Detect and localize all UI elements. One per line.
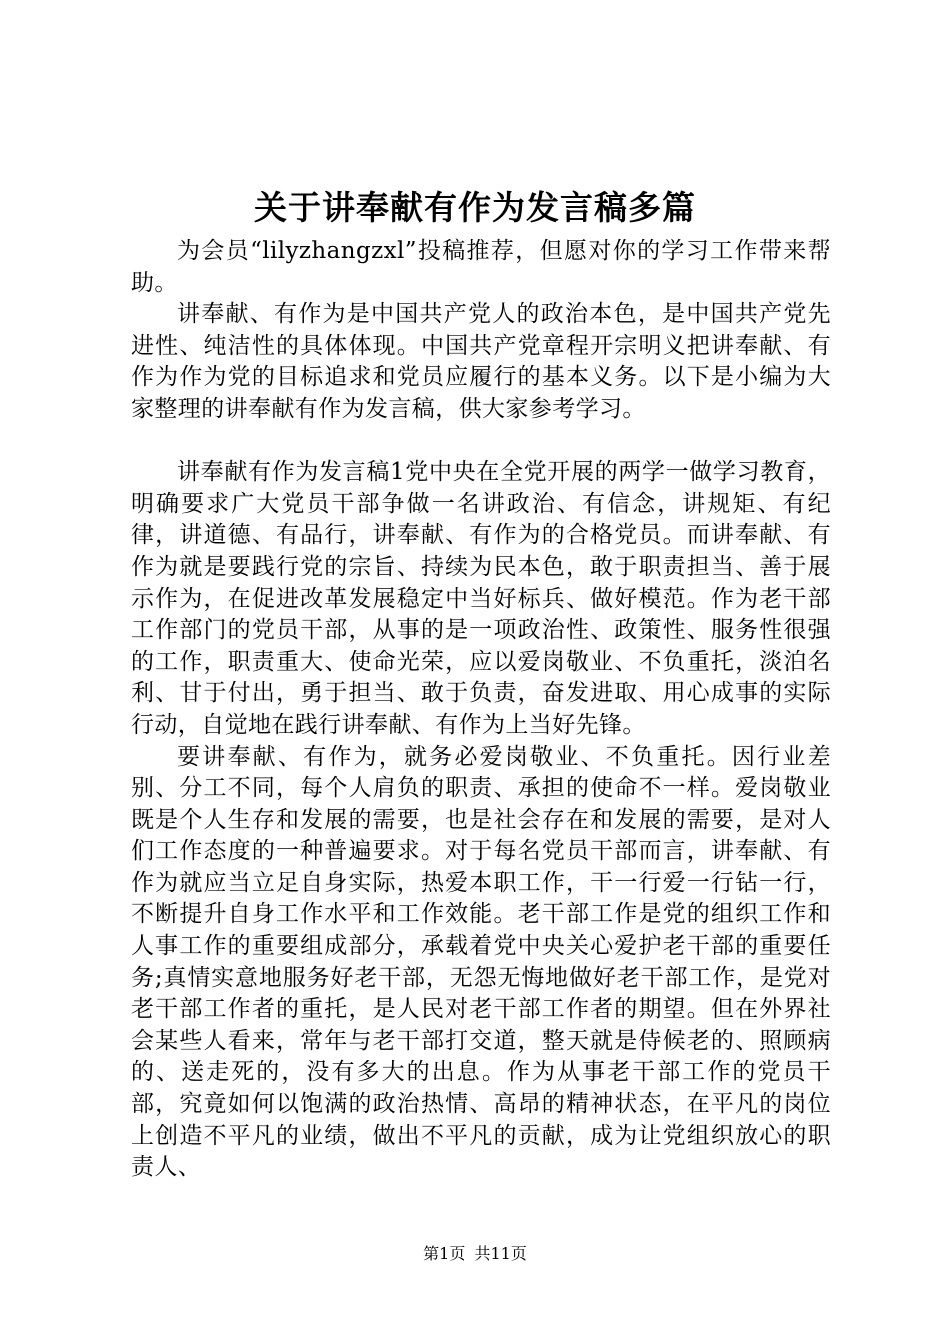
document-body	[131, 236, 831, 1184]
page-number: 第1页	[423, 1244, 466, 1263]
page-footer	[0, 1244, 950, 1264]
paragraph-summary: 讲奉献、有作为是中国共产党人的政治本色，是中国共产党先进性、纯洁性的具体体现。中国共产党章程开宗明义把讲奉献、有作为作为党的目标追求和党员应履行的基本义务。以下是小编为大家整理的讲奉献有作为发言稿，供大家参考学习。	[131, 301, 831, 422]
page-title: 关于讲奉献有作为发言稿多篇	[254, 188, 696, 227]
paragraph-intro: 为会员“lilyzhangzxl”投稿推荐，但愿对你的学习工作带来帮助。	[131, 238, 831, 296]
paragraph-speech-2: 要讲奉献、有作为，就务必爱岗敬业、不负重托。因行业差别、分工不同，每个人肩负的职责、承担的使命不一样。爱岗敬业既是个人生存和发展的需要，也是社会存在和发展的需要，是对人们工作态度的一种普遍要求。对于每名党员干部而言，讲奉献、有作为就应当立足自身实际，热爱本职工作，干一行爱一行钻一行，不断提升自身工作水平和工作效能。老干部工作是党的组织工作和人事工作的重要组成部分，承载着党中央关心爱护老干部的重要任务;真情实意地服务好老干部，无怨无悔地做好老干部工作，是党对老干部工作者的重托，是人民对老干部工作者的期望。但在外界社会某些人看来，常年与老干部打交道，整天就是侍候老的、照顾病的、送走死的，没有多大的出息。作为从事老干部工作的党员干部，究竟如何以饱满的政治热情、高昂的精神状态，在平凡的岗位上创造不平凡的业绩，做出不平凡的贡献，成为让党组织放心的职责人、	[131, 743, 831, 1181]
page-total: 共11页	[474, 1244, 527, 1263]
paragraph-spacer	[131, 426, 831, 458]
paragraph-speech-1: 讲奉献有作为发言稿1党中央在全党开展的两学一做学习教育，明确要求广大党员干部争做一名讲政治、有信念，讲规矩、有纪律，讲道德、有品行，讲奉献、有作为的合格党员。而讲奉献、有作为就是要践行党的宗旨、持续为民本色，敢于职责担当、善于展示作为，在促进改革发展稳定中当好标兵、做好模范。作为老干部工作部门的党员干部，从事的是一项政治性、政策性、服务性很强的工作，职责重大、使命光荣，应以爱岗敬业、不负重托，淡泊名利、甘于付出，勇于担当、敢于负责，奋发进取、用心成事的实际行动，自觉地在践行讲奉献、有作为上当好先锋。	[131, 459, 831, 738]
